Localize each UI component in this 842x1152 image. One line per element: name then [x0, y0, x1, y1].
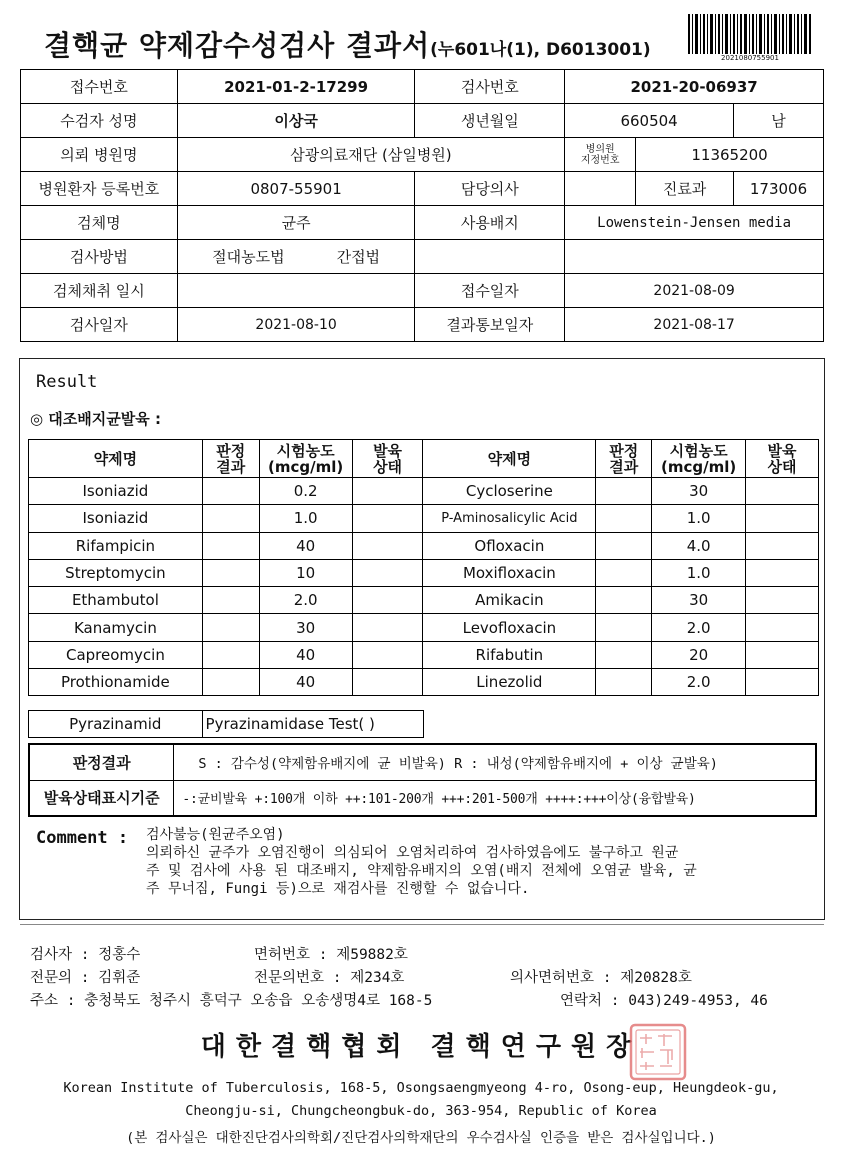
drug-name: Kanamycin [29, 614, 203, 641]
judgement-cell [202, 641, 259, 668]
department-value: 173006 [734, 172, 824, 206]
specimen-label: 검체명 [21, 206, 178, 240]
method-absolute: 절대농도법 [212, 248, 285, 266]
drug-name: P-Aminosalicylic Acid [423, 505, 596, 532]
concentration-cell: 2.0 [652, 614, 746, 641]
concentration-cell: 1.0 [652, 505, 746, 532]
judgement-cell [596, 614, 652, 641]
growth-cell [746, 641, 819, 668]
doctor-license: 의사면허번호 : 제20828호 [510, 970, 692, 986]
hospital-label: 의뢰 병원명 [21, 138, 178, 172]
sex-value: 남 [734, 104, 824, 138]
pyrazinamidase-test: Pyrazinamidase Test( ) [202, 711, 423, 738]
judgement-cell [202, 559, 259, 586]
hospital-value: 삼광의료재단 (삼일병원) [177, 138, 564, 172]
doctor-label: 담당의사 [415, 172, 565, 206]
drug-name: Isoniazid [29, 505, 203, 532]
judgement-legend-text: S : 감수성(약제함유배지에 균 비발육) R : 내성(약제함유배지에 + 이상 균발육) [174, 744, 816, 780]
concentration-cell: 40 [259, 532, 352, 559]
patient-name-label: 수검자 성명 [21, 104, 178, 138]
drug-header-left: 약제명 [29, 440, 203, 478]
specialist: 전문의 : 김휘준 [30, 970, 141, 986]
doctor-value [565, 172, 636, 206]
growth-cell [352, 669, 423, 696]
comment-line: 주 및 검사에 사용 된 대조배지, 약제함유배지의 오염(배지 전체에 오염균 발육, 균 [146, 863, 697, 879]
footer-divider [20, 924, 824, 925]
growth-cell [352, 478, 423, 505]
concentration-cell: 10 [259, 559, 352, 586]
table-row [29, 532, 819, 559]
judgement-cell [202, 478, 259, 505]
address: 주소 : 충청북도 청주시 흥덕구 오송읍 오송생명4로 168-5 [30, 993, 433, 1009]
concentration-cell: 40 [259, 669, 352, 696]
growth-cell [746, 559, 819, 586]
growth-legend-label: 발육상태표시기준 [29, 780, 174, 816]
receipt-date-value: 2021-08-09 [565, 274, 824, 308]
drug-name: Streptomycin [29, 559, 203, 586]
table-row [29, 669, 819, 696]
concentration-cell: 0.2 [259, 478, 352, 505]
growth-cell [352, 559, 423, 586]
medium-value: Lowenstein-Jensen media [565, 206, 824, 240]
examiner: 검사자 : 정홍수 [30, 947, 141, 963]
judgement-legend-label: 판정결과 [29, 744, 174, 780]
method-value [177, 240, 415, 274]
judgement-cell [202, 505, 259, 532]
judgement-header-right: 판정 결과 [596, 440, 652, 478]
drug-name: Ethambutol [29, 587, 203, 614]
growth-cell [746, 505, 819, 532]
collection-date-label: 검체채취 일시 [21, 274, 178, 308]
drug-name: Amikacin [423, 587, 596, 614]
growth-header-left: 발육 상태 [352, 440, 423, 478]
drug-name: Capreomycin [29, 641, 203, 668]
comment-line: 의뢰하신 균주가 오염진행이 의심되어 오염처리하여 검사하였음에도 불구하고 원균 [146, 845, 679, 861]
specimen-value: 균주 [177, 206, 415, 240]
english-address-line2: Cheongju-si, Chungcheongbuk-do, 363-954, Republic of Korea [185, 1103, 657, 1119]
result-label: Result [36, 372, 98, 392]
title-code: (누601나(1), D6013001) [430, 40, 651, 60]
concentration-cell: 1.0 [652, 559, 746, 586]
table-row [29, 559, 819, 586]
judgement-cell [596, 641, 652, 668]
concentration-cell: 2.0 [652, 669, 746, 696]
growth-header-right: 발육 상태 [746, 440, 819, 478]
judgement-cell [202, 614, 259, 641]
drug-name: Levofloxacin [423, 614, 596, 641]
patient-info-table [20, 69, 824, 342]
judgement-cell [202, 669, 259, 696]
growth-cell [746, 614, 819, 641]
concentration-cell: 1.0 [259, 505, 352, 532]
test-no-label: 검사번호 [415, 70, 565, 104]
growth-cell [746, 669, 819, 696]
drug-header-right: 약제명 [423, 440, 596, 478]
drug-name: Isoniazid [29, 478, 203, 505]
method-indirect: 간접법 [336, 248, 381, 266]
barcode-icon [688, 14, 812, 54]
judgement-cell [596, 669, 652, 696]
birth-label: 생년월일 [415, 104, 565, 138]
department-label: 진료과 [636, 172, 734, 206]
certification-note: (본 검사실은 대한진단검사의학회/진단검사의학재단의 우수검사실 인증을 받은 검사실입니다.) [126, 1130, 716, 1146]
collection-date-value [177, 274, 415, 308]
pyrazinamide-name: Pyrazinamid [29, 711, 203, 738]
registration-value: 0807-55901 [177, 172, 415, 206]
growth-cell [352, 505, 423, 532]
pyrazinamide-table [28, 710, 424, 738]
judgement-cell [202, 587, 259, 614]
official-seal-icon [628, 1022, 688, 1082]
test-no-value: 2021-20-06937 [565, 70, 824, 104]
growth-cell [352, 532, 423, 559]
drug-name: Rifampicin [29, 532, 203, 559]
contact: 연락처 : 043)249-4953, 46 [560, 993, 768, 1009]
method-blank-2 [565, 240, 824, 274]
growth-legend-text: -:균비발육 +:100개 이하 ++:101-200개 +++:201-500개 ++++:+++이상(융합발육) [174, 780, 816, 816]
growth-cell [352, 641, 423, 668]
specialist-number: 전문의번호 : 제234호 [254, 970, 405, 986]
judgement-cell [596, 505, 652, 532]
growth-cell [746, 478, 819, 505]
english-address-line1: Korean Institute of Tuberculosis, 168-5, Osongsaengmyeong 4-ro, Osong-eup, Heungdeok-gu, [63, 1080, 779, 1096]
growth-cell [746, 587, 819, 614]
concentration-cell: 20 [652, 641, 746, 668]
control-growth-heading: ◎ 대조배지균발육 : [30, 410, 161, 428]
table-row [29, 478, 819, 505]
organization-name: 대한결핵협회 결핵연구원장 [200, 1032, 642, 1062]
conc-header-left: 시험농도 (mcg/ml) [259, 440, 352, 478]
drug-name: Rifabutin [423, 641, 596, 668]
patient-name-value: 이상국 [177, 104, 415, 138]
drug-name: Cycloserine [423, 478, 596, 505]
table-row [29, 505, 819, 532]
comment-line: 주 무너짐, Fungi 등)으로 재검사를 진행할 수 없습니다. [146, 881, 530, 897]
receipt-date-label: 접수일자 [415, 274, 565, 308]
drug-name: Ofloxacin [423, 532, 596, 559]
growth-cell [352, 587, 423, 614]
birth-value: 660504 [565, 104, 734, 138]
test-date-label: 검사일자 [21, 308, 178, 342]
concentration-cell: 4.0 [652, 532, 746, 559]
drug-name: Prothionamide [29, 669, 203, 696]
report-date-label: 결과통보일자 [415, 308, 565, 342]
comment-line: 검사불능(원균주오염) [146, 827, 285, 843]
conc-header-right: 시험농도 (mcg/ml) [652, 440, 746, 478]
table-row [29, 614, 819, 641]
title-text: 결핵균 약제감수성검사 결과서 [44, 29, 431, 62]
test-date-value: 2021-08-10 [177, 308, 415, 342]
concentration-cell: 30 [259, 614, 352, 641]
judgement-cell [596, 532, 652, 559]
judgement-cell [202, 532, 259, 559]
growth-cell [352, 614, 423, 641]
growth-cell [746, 532, 819, 559]
judgement-cell [596, 587, 652, 614]
drug-table [28, 439, 819, 696]
examiner-license: 면허번호 : 제59882호 [254, 947, 408, 963]
comment-label: Comment : [36, 828, 129, 848]
table-row [29, 587, 819, 614]
concentration-cell: 30 [652, 587, 746, 614]
judgement-cell [596, 559, 652, 586]
document-title [44, 24, 651, 64]
judgement-cell [596, 478, 652, 505]
concentration-cell: 2.0 [259, 587, 352, 614]
barcode-number: 2021080755901 [721, 54, 779, 62]
receipt-no-label: 접수번호 [21, 70, 178, 104]
concentration-cell: 40 [259, 641, 352, 668]
receipt-no-value: 2021-01-2-17299 [177, 70, 415, 104]
judgement-header-left: 판정 결과 [202, 440, 259, 478]
method-label: 검사방법 [21, 240, 178, 274]
drug-name: Moxifloxacin [423, 559, 596, 586]
comment-text [146, 826, 816, 898]
hospital-code-value: 11365200 [636, 138, 824, 172]
medium-label: 사용배지 [415, 206, 565, 240]
report-date-value: 2021-08-17 [565, 308, 824, 342]
registration-label: 병원환자 등록번호 [21, 172, 178, 206]
method-blank [415, 240, 565, 274]
hospital-code-label: 병의원 지정번호 [565, 138, 636, 172]
legend-table [28, 743, 817, 817]
drug-name: Linezolid [423, 669, 596, 696]
concentration-cell: 30 [652, 478, 746, 505]
table-row [29, 641, 819, 668]
